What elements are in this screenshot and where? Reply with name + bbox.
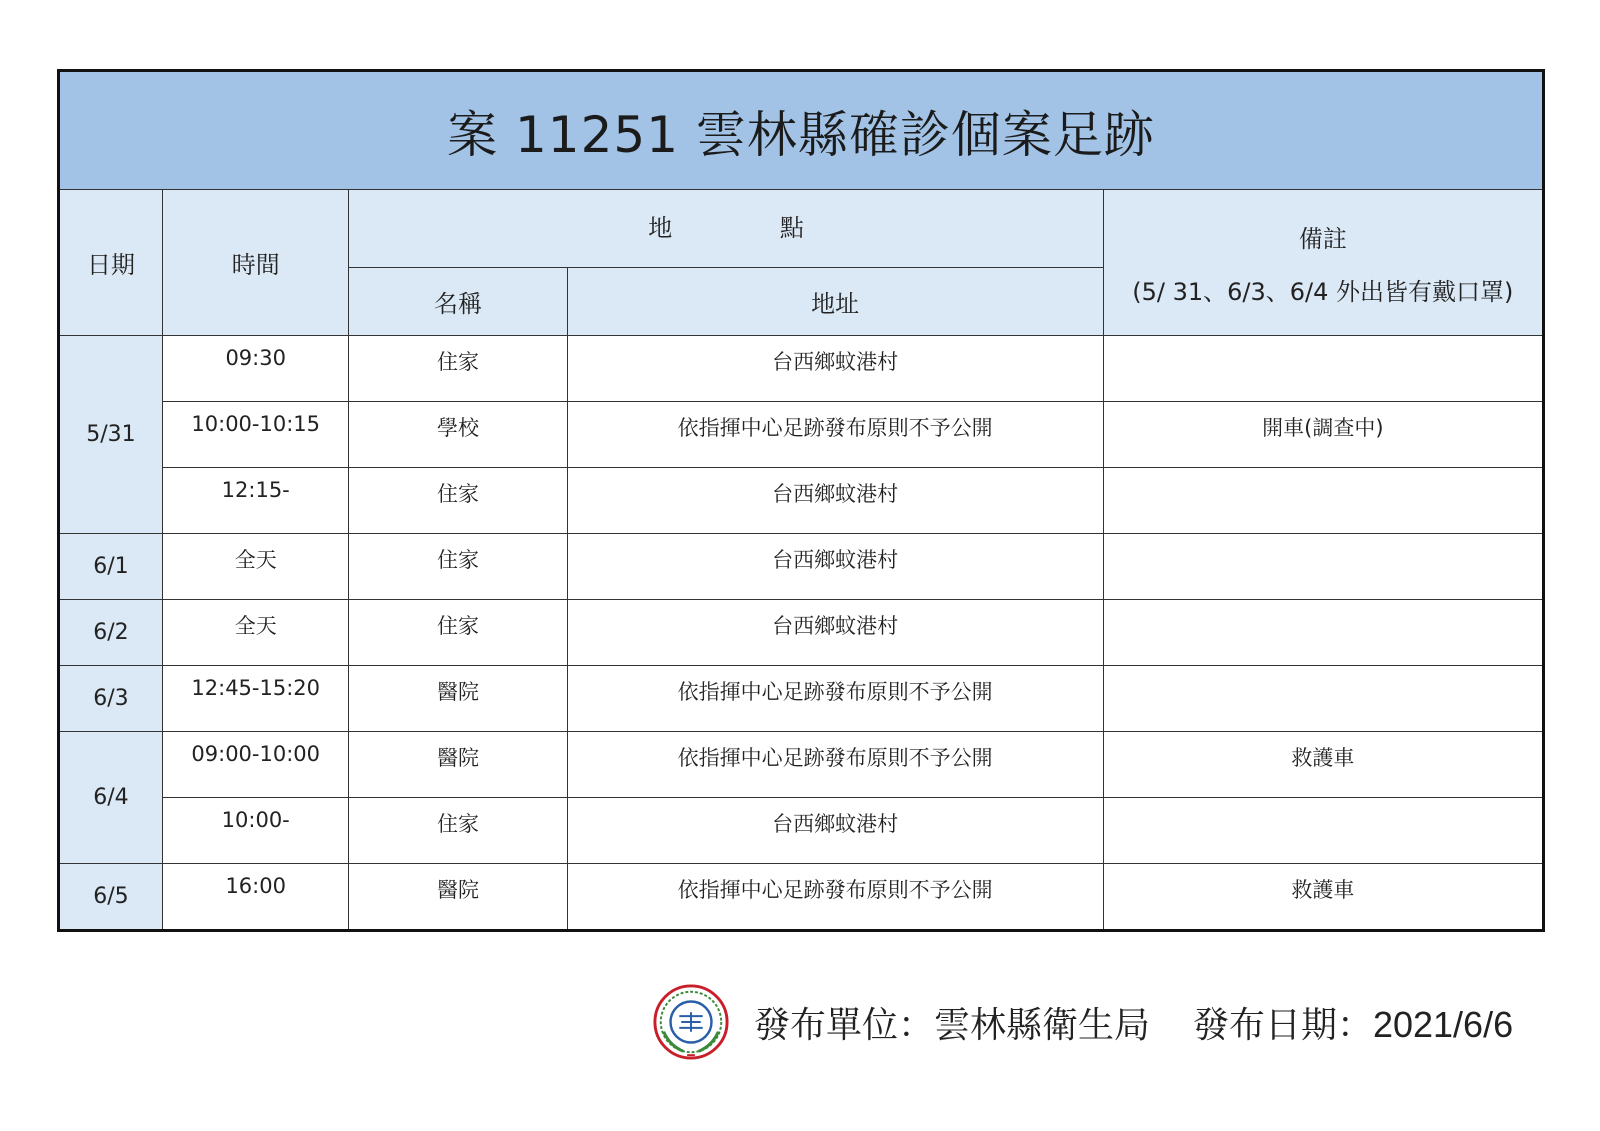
time-cell: 10:00- <box>162 798 349 864</box>
time-cell: 12:45-15:20 <box>162 666 349 732</box>
name-cell: 醫院 <box>349 666 567 732</box>
address-cell: 台西鄉蚊港村 <box>567 600 1103 666</box>
time-cell: 16:00 <box>162 864 349 931</box>
name-cell: 住家 <box>349 798 567 864</box>
header-location: 地 點 <box>349 190 1103 268</box>
name-cell: 住家 <box>349 468 567 534</box>
name-cell: 住家 <box>349 534 567 600</box>
address-cell: 台西鄉蚊港村 <box>567 336 1103 402</box>
table-row <box>59 666 1544 732</box>
date-cell: 5/31 <box>59 336 163 534</box>
address-cell: 依指揮中心足跡發布原則不予公開 <box>567 864 1103 931</box>
table-row <box>59 732 1544 798</box>
publisher-name: 雲林縣衛生局 <box>934 1004 1151 1046</box>
time-cell: 09:30 <box>162 336 349 402</box>
table-row <box>59 798 1544 864</box>
address-cell: 依指揮中心足跡發布原則不予公開 <box>567 402 1103 468</box>
time-cell: 全天 <box>162 600 349 666</box>
name-cell: 醫院 <box>349 732 567 798</box>
remark-cell <box>1103 468 1543 534</box>
table-row <box>59 468 1544 534</box>
remark-cell <box>1103 600 1543 666</box>
address-cell: 依指揮中心足跡發布原則不予公開 <box>567 732 1103 798</box>
time-cell: 全天 <box>162 534 349 600</box>
time-cell: 09:00-10:00 <box>162 732 349 798</box>
name-cell: 住家 <box>349 600 567 666</box>
header-remark-title: 備註 <box>1298 224 1347 253</box>
remark-cell <box>1103 798 1543 864</box>
time-cell: 12:15- <box>162 468 349 534</box>
header-address: 地址 <box>567 268 1103 336</box>
address-cell: 台西鄉蚊港村 <box>567 468 1103 534</box>
remark-cell: 開車(調查中) <box>1103 402 1543 468</box>
footer-text <box>754 997 1513 1048</box>
address-cell: 依指揮中心足跡發布原則不予公開 <box>567 666 1103 732</box>
header-time: 時間 <box>162 190 349 336</box>
page-title: 案 11251 雲林縣確診個案足跡 <box>59 71 1544 190</box>
address-cell: 台西鄉蚊港村 <box>567 798 1103 864</box>
header-remark <box>1103 190 1543 336</box>
date-cell: 6/3 <box>59 666 163 732</box>
header-date: 日期 <box>59 190 163 336</box>
name-cell: 住家 <box>349 336 567 402</box>
remark-cell <box>1103 534 1543 600</box>
table-row <box>59 600 1544 666</box>
publish-date: 2021/6/6 <box>1372 1003 1514 1045</box>
footer <box>652 982 1513 1062</box>
table-row <box>59 534 1544 600</box>
table-row <box>59 402 1544 468</box>
remark-cell <box>1103 336 1543 402</box>
date-cell: 6/1 <box>59 534 163 600</box>
header-remark-note: (5/ 31、6/3、6/4 外出皆有戴口罩) <box>1132 277 1514 306</box>
publisher-label: 發布單位： <box>754 1004 935 1046</box>
time-cell: 10:00-10:15 <box>162 402 349 468</box>
date-cell: 6/5 <box>59 864 163 931</box>
header-name: 名稱 <box>349 268 567 336</box>
date-cell: 6/4 <box>59 732 163 864</box>
remark-cell <box>1103 666 1543 732</box>
table-row <box>59 864 1544 931</box>
name-cell: 醫院 <box>349 864 567 931</box>
footprint-table <box>57 69 1545 932</box>
remark-cell: 救護車 <box>1103 864 1543 931</box>
name-cell: 學校 <box>349 402 567 468</box>
address-cell: 台西鄉蚊港村 <box>567 534 1103 600</box>
remark-cell: 救護車 <box>1103 732 1543 798</box>
date-cell: 6/2 <box>59 600 163 666</box>
yunlin-county-seal-icon <box>652 983 730 1061</box>
publish-date-label: 發布日期： <box>1192 1004 1373 1046</box>
table-row <box>59 336 1544 402</box>
title-row <box>59 71 1544 190</box>
header-row-1 <box>59 190 1544 268</box>
